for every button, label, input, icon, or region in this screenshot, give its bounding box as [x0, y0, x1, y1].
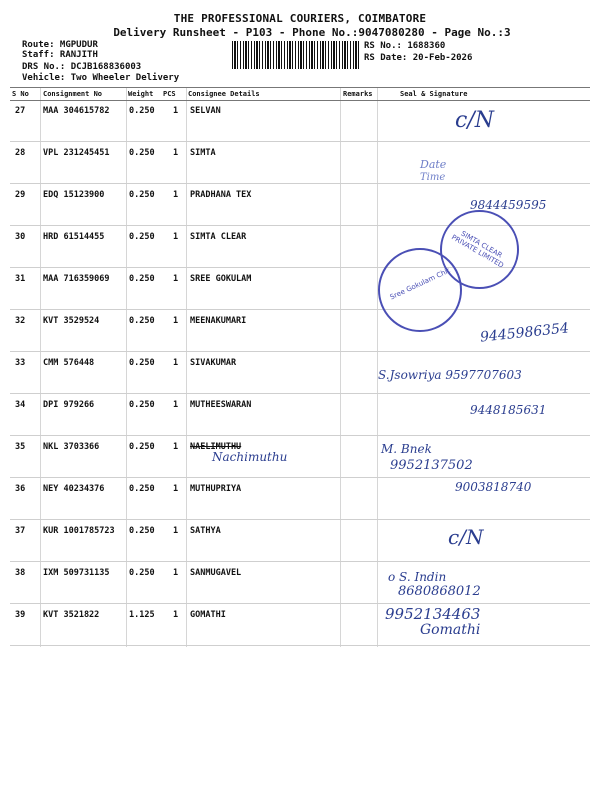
- stamp-text: Sree Gokulam Chit: [388, 266, 452, 302]
- cell-consignee: SREE GOKULAM: [190, 274, 252, 284]
- cell-consignment: IXM 509731135: [43, 568, 110, 578]
- cell-pcs: 1: [173, 190, 179, 200]
- cell-weight: 0.250: [129, 568, 155, 578]
- cell-consignee: SIMTA CLEAR: [190, 232, 247, 242]
- phone-row38: 8680868012: [398, 584, 481, 599]
- cell-consignee: SIVAKUMAR: [190, 358, 237, 368]
- header-consignee: Consignee Details: [188, 90, 260, 98]
- phone-row36: 9003818740: [455, 480, 532, 494]
- header-seal-signature: Seal & Signature: [400, 90, 468, 98]
- signature-row38: o S. Indin: [388, 570, 447, 584]
- phone-row32: 9445986354: [479, 320, 570, 346]
- cell-consignee: PRADHANA TEX: [190, 190, 252, 200]
- phone-row35: 9952137502: [390, 458, 473, 473]
- cell-consignee: SANMUGAVEL: [190, 568, 242, 578]
- cell-sno: 31: [15, 274, 26, 284]
- cell-weight: 0.250: [129, 442, 155, 452]
- cell-pcs: 1: [173, 526, 179, 536]
- cell-pcs: 1: [173, 610, 179, 620]
- cell-weight: 0.250: [129, 274, 155, 284]
- signature-row39: Gomathi: [420, 622, 481, 638]
- signature-row33: S.Jsowriya 9597707603: [378, 368, 522, 382]
- runsheet-title: Delivery Runsheet - P103 - Phone No.:9047080280 - Page No.:3: [113, 26, 511, 39]
- cell-consignment: VPL 231245451: [43, 148, 110, 158]
- cell-consignee: MUTHEESWARAN: [190, 400, 252, 410]
- cell-consignee: MEENAKUMARI: [190, 316, 247, 326]
- cell-consignment: NEY 40234376: [43, 484, 105, 494]
- cell-sno: 37: [15, 526, 26, 536]
- company-title: THE PROFESSIONAL COURIERS, COIMBATORE: [173, 12, 427, 25]
- cell-consignment: DPI 979266: [43, 400, 95, 410]
- table-header: [10, 87, 590, 101]
- cell-sno: 33: [15, 358, 26, 368]
- cell-sno: 29: [15, 190, 26, 200]
- cell-sno: 27: [15, 106, 26, 116]
- name-correction-row35: Nachimuthu: [212, 450, 288, 464]
- cell-weight: 0.250: [129, 484, 155, 494]
- cell-sno: 38: [15, 568, 26, 578]
- drs-label: DRS No.: DCJB168836003: [22, 62, 142, 72]
- signature-row35: M. Bnek: [381, 442, 432, 456]
- cell-sno: 34: [15, 400, 26, 410]
- header-sno: S No: [12, 90, 29, 98]
- cell-sno: 28: [15, 148, 26, 158]
- cell-consignment: KUR 1001785723: [43, 526, 115, 536]
- cell-pcs: 1: [173, 148, 179, 158]
- rs-date: RS Date: 20-Feb-2026: [364, 53, 473, 63]
- cell-sno: 39: [15, 610, 26, 620]
- cell-sno: 30: [15, 232, 26, 242]
- table-row: [10, 520, 590, 562]
- phone-row39: 9952134463: [385, 605, 481, 623]
- rs-number: RS No.: 1688360: [364, 41, 446, 51]
- cell-pcs: 1: [173, 358, 179, 368]
- cell-consignment: CMM 576448: [43, 358, 95, 368]
- signature-row37: c/N: [448, 525, 484, 549]
- cell-consignment: NKL 3703366: [43, 442, 100, 452]
- cell-consignee: MUTHUPRIYA: [190, 484, 242, 494]
- cell-pcs: 1: [173, 232, 179, 242]
- phone-row29: 9844459595: [470, 198, 547, 212]
- company-seal-stamp: [440, 210, 519, 289]
- cell-consignee: GOMATHI: [190, 610, 226, 620]
- cell-sno: 36: [15, 484, 26, 494]
- cell-pcs: 1: [173, 484, 179, 494]
- cell-consignment: EDQ 15123900: [43, 190, 105, 200]
- barcode: [232, 41, 359, 69]
- cell-weight: 0.250: [129, 358, 155, 368]
- cell-consignee: SELVAN: [190, 106, 221, 116]
- cell-weight: 0.250: [129, 316, 155, 326]
- cell-weight: 0.250: [129, 232, 155, 242]
- cell-consignee: NAELIMUTHU: [190, 442, 242, 452]
- signature-row27: c/N: [455, 108, 494, 133]
- cell-weight: 0.250: [129, 526, 155, 536]
- cell-weight: 0.250: [129, 400, 155, 410]
- table-row: [10, 100, 590, 142]
- date-stamp-label: Date: [420, 158, 447, 171]
- cell-weight: 1.125: [129, 610, 155, 620]
- cell-consignment: KVT 3521822: [43, 610, 100, 620]
- table-row: [10, 436, 590, 478]
- cell-weight: 0.250: [129, 148, 155, 158]
- header-weight: Weight: [128, 90, 154, 98]
- staff-label: Staff: RANJITH: [22, 50, 98, 60]
- cell-consignee: SIMTA: [190, 148, 216, 158]
- cell-pcs: 1: [173, 400, 179, 410]
- time-stamp-label: Time: [420, 172, 446, 183]
- table-row: [10, 562, 590, 604]
- cell-consignee: SATHYA: [190, 526, 221, 536]
- cell-pcs: 1: [173, 568, 179, 578]
- vehicle-label: Vehicle: Two Wheeler Delivery: [22, 73, 180, 83]
- header-pcs: PCS: [163, 90, 176, 98]
- cell-sno: 35: [15, 442, 26, 452]
- cell-pcs: 1: [173, 106, 179, 116]
- route-label: Route: MGPUDUR: [22, 40, 98, 50]
- cell-weight: 0.250: [129, 106, 155, 116]
- cell-pcs: 1: [173, 316, 179, 326]
- cell-pcs: 1: [173, 274, 179, 284]
- header-remarks: Remarks: [343, 90, 373, 98]
- phone-row34: 9448185631: [470, 403, 547, 417]
- stamp-text: SIMTA CLEAR PRIVATE LIMITED: [450, 229, 505, 270]
- cell-pcs: 1: [173, 442, 179, 452]
- cell-consignment: KVT 3529524: [43, 316, 100, 326]
- cell-weight: 0.250: [129, 190, 155, 200]
- cell-consignment: MAA 716359069: [43, 274, 110, 284]
- header-consignment: Consignment No: [43, 90, 103, 98]
- table-row: [10, 604, 590, 646]
- cell-sno: 32: [15, 316, 26, 326]
- cell-consignment: HRD 61514455: [43, 232, 105, 242]
- cell-consignment: MAA 304615782: [43, 106, 110, 116]
- table-row: [10, 142, 590, 184]
